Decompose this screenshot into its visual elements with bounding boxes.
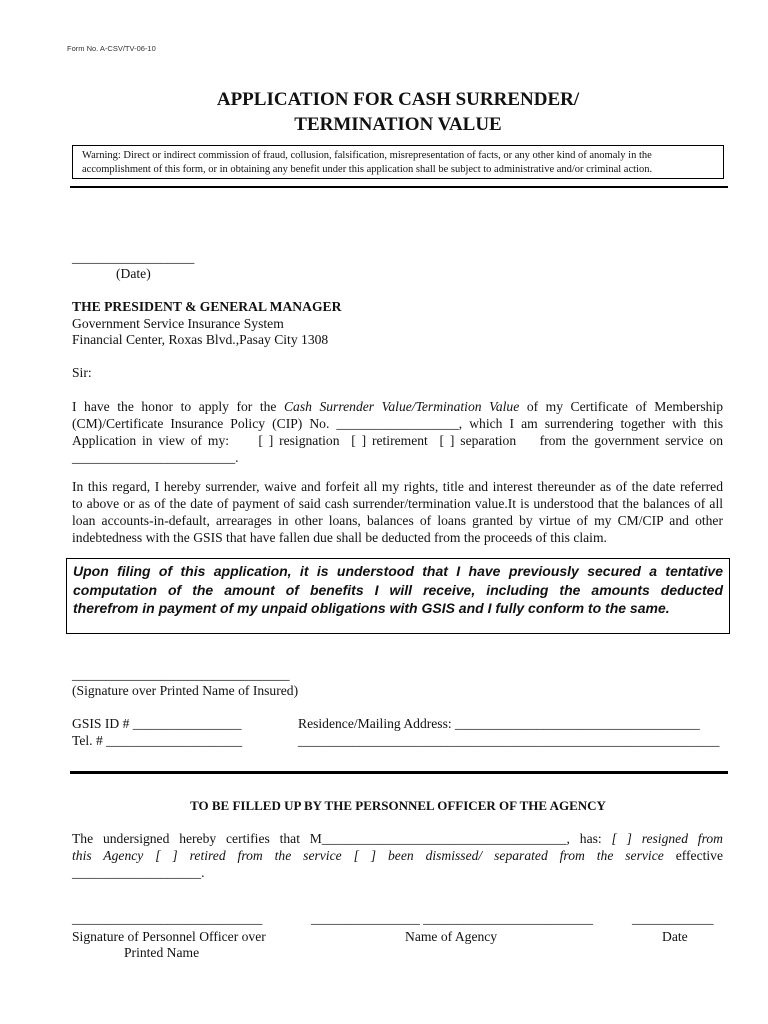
retirement-checkbox[interactable]: [ ] retirement (351, 433, 428, 448)
personnel-signature-label-2: Printed Name (124, 945, 200, 960)
certification-text: effective (675, 848, 723, 863)
agency-name-blank[interactable]: ________________ _________________________ (311, 911, 594, 926)
insured-signature-blank[interactable]: ________________________________ (72, 667, 290, 682)
application-text: I have the honor to apply for the (72, 399, 277, 414)
personnel-date-blank[interactable]: ____________ (632, 911, 714, 926)
date-label: (Date) (116, 266, 151, 281)
application-line-3 (72, 432, 723, 449)
separation-date-blank[interactable]: ________________________. (72, 450, 239, 465)
personnel-signature-blank[interactable]: ____________________________ (72, 911, 263, 926)
waiver-line-4: indebtedness with the GSIS that have fallen due shall be deducted from the proceeds of this claim. (72, 530, 607, 545)
personnel-section-heading: TO BE FILLED UP BY THE PERSONNEL OFFICER OF THE AGENCY (190, 798, 606, 813)
residence-address-field[interactable]: Residence/Mailing Address: ____________________________________ (298, 716, 700, 731)
residence-address-continuation[interactable]: ______________________________________________________________ (298, 733, 720, 748)
certification-line-2 (72, 847, 723, 864)
notice-line-1: Upon filing of this application, it is understood that I have previously secured a tentative (73, 563, 723, 579)
application-paragraph (72, 398, 723, 466)
personnel-certification (72, 830, 723, 881)
form-title-line-1: APPLICATION FOR CASH SURRENDER/ (216, 89, 580, 110)
certification-line-1 (72, 830, 723, 847)
personnel-signature-label: Signature of Personnel Officer over (72, 929, 266, 944)
waiver-line-1: In this regard, I hereby surrender, waive and forfeit all my rights, title and interest thereunder as of the date referred (72, 479, 723, 494)
warning-line-1: Warning: Direct or indirect commission of fraud, collusion, falsification, misrepresentation of facts, or any other kind of anomaly in the (82, 150, 652, 161)
application-text: of my Certificate of Membership (526, 399, 724, 414)
personnel-date-label: Date (662, 929, 688, 944)
salutation: Sir: (72, 365, 92, 380)
effective-date-blank[interactable]: ___________________. (72, 865, 205, 880)
resignation-checkbox[interactable]: [ ] resignation (258, 433, 340, 448)
waiver-paragraph (72, 478, 723, 546)
certification-text: The undersigned hereby certifies that M____________________________________, has: (72, 831, 602, 846)
tel-field[interactable]: Tel. # ____________________ (72, 733, 243, 748)
application-text: Application in view of my: (72, 433, 230, 448)
application-line-1 (72, 398, 723, 415)
waiver-line-3: loan accounts-in-default, arrearages in other loans, balances of loans granted by virtue of my CM/CIP and other (72, 513, 723, 528)
gsis-id-field[interactable]: GSIS ID # ________________ (72, 716, 242, 731)
addressee-title: THE PRESIDENT & GENERAL MANAGER (72, 299, 342, 314)
addressee-organization: Government Service Insurance System (72, 316, 284, 331)
form-number: Form No. A-CSV/TV-06-10 (67, 44, 156, 53)
application-text: from the government service on (539, 433, 724, 448)
status-options[interactable]: this Agency [ ] retired from the service [ ] been dismissed/ separated from the service (72, 848, 664, 863)
date-blank[interactable]: __________________ (72, 250, 195, 265)
resigned-checkbox[interactable]: [ ] resigned from (611, 831, 723, 846)
notice-line-3: therefrom in payment of my unpaid obligations with GSIS and I fully conform to the same. (73, 600, 670, 616)
separation-checkbox[interactable]: [ ] separation (439, 433, 517, 448)
warning-box (72, 145, 724, 179)
section-divider (70, 771, 728, 774)
notice-line-2: computation of the amount of benefits I will receive, including the amounts deducted (73, 581, 723, 598)
addressee-address: Financial Center, Roxas Blvd.,Pasay City 1308 (72, 332, 329, 347)
insured-signature-label: (Signature over Printed Name of Insured) (72, 683, 299, 698)
warning-line-2: accomplishment of this form, or in obtaining any benefit under this application shall be subject to administrative and/or criminal action. (82, 164, 653, 175)
cash-surrender-value-term: Cash Surrender Value/Termination Value (283, 399, 520, 414)
header-divider (70, 186, 728, 188)
waiver-line-2: to above or as of the date of payment of said cash surrender/termination value.It is understood that the balances of all (72, 496, 723, 511)
form-title-line-2: TERMINATION VALUE (294, 114, 502, 135)
agency-name-label: Name of Agency (405, 929, 498, 944)
conformity-notice-box (66, 558, 730, 634)
application-line-2: (CM)/Certificate Insurance Policy (CIP) No. __________________, which I am surrendering together with this (72, 416, 723, 431)
